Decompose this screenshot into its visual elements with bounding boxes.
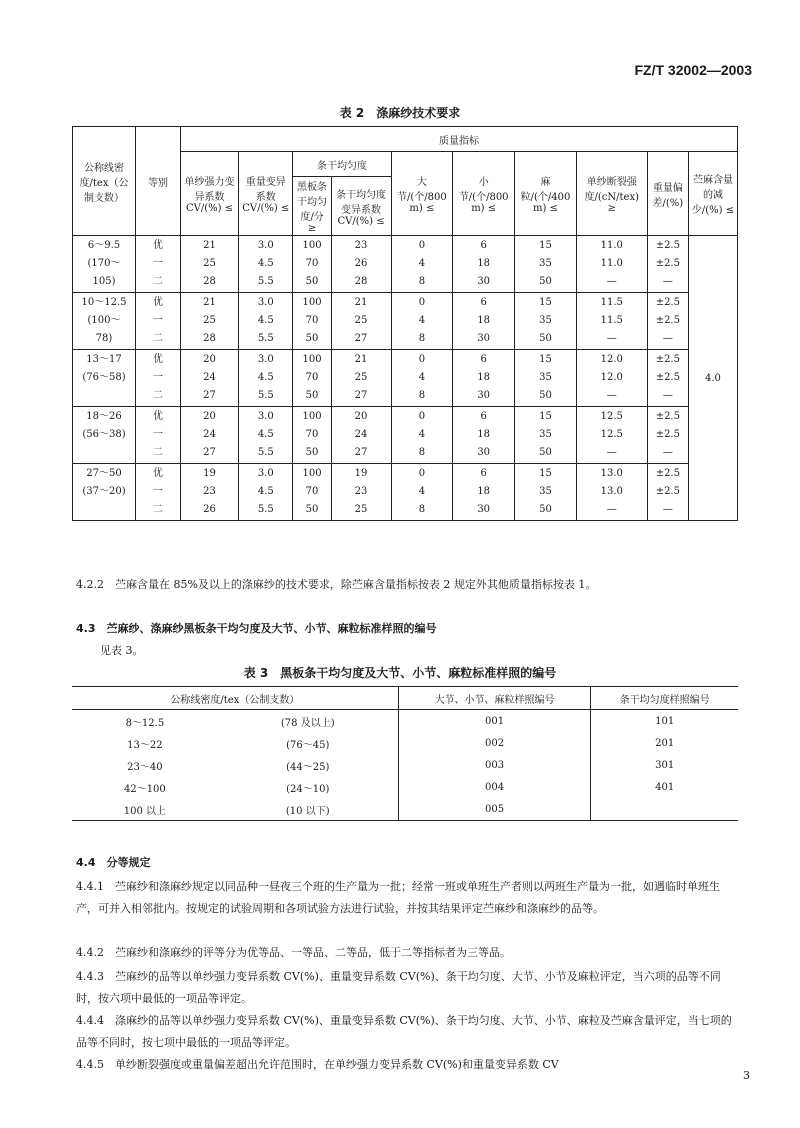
t3-cell-even: 401 [591, 776, 738, 798]
t2-value: 24 [354, 429, 368, 440]
t2-value: 35 [539, 315, 552, 326]
t2-value: 70 [305, 429, 319, 440]
t3-cell-even: 301 [591, 754, 738, 776]
t2-value: 26 [203, 504, 216, 515]
t3-cell-even [591, 798, 738, 821]
t2-value: 优 [153, 297, 163, 308]
para-4-4-4: 4.4.4 涤麻纱的品等以单纱强力变异系数 CV(%)、重量变异系数 CV(%)、条干均匀度、大节、小节、麻粒及苎麻含量评定，当七项的品等不同时，按七项中最低的一项品等评定。 [76, 1014, 732, 1049]
t2-value: 100 [302, 240, 322, 251]
t2-value: 12.5 [600, 411, 623, 422]
t2-cell-cv-weight [239, 350, 293, 407]
t2-value: 100 [302, 354, 322, 365]
t2-value: 5.5 [257, 504, 274, 515]
t2-value: 25 [203, 258, 216, 269]
t2-cell-small [453, 236, 515, 293]
t2-value: ±2.5 [655, 240, 680, 251]
t2-value: 18 [477, 258, 491, 269]
t2-value: 12.0 [600, 372, 623, 383]
t2-cell-cv-weight [239, 293, 293, 350]
t2-spec-line: 27～50 [86, 468, 122, 479]
t3-row [72, 732, 738, 754]
t2-value: 28 [354, 276, 368, 287]
t2-value: 二 [153, 447, 163, 458]
t2-value: 70 [305, 258, 319, 269]
t2-value: — [662, 333, 673, 344]
t2-head-neps: 麻粒/(个/400 m) ≤ [515, 152, 577, 236]
t2-cell-weight-dev [647, 293, 688, 350]
t2-value: 8 [418, 333, 426, 344]
t2-cell-board [293, 464, 331, 521]
t2-value: — [606, 504, 617, 515]
t2-value: 70 [305, 372, 319, 383]
t2-value: — [606, 390, 617, 401]
t2-cell-big [391, 464, 453, 521]
t2-value: — [662, 276, 673, 287]
t2-value: 30 [477, 333, 491, 344]
t2-spec [73, 464, 136, 521]
t2-value: 26 [354, 258, 368, 269]
t2-value: 100 [302, 411, 322, 422]
t2-value: 70 [305, 315, 319, 326]
t2-value: 27 [354, 390, 368, 401]
t2-value: 18 [477, 372, 491, 383]
t2-value: 50 [305, 390, 319, 401]
t2-cell-board [293, 293, 331, 350]
t2-value: 24 [203, 372, 216, 383]
t2-value: 0 [418, 297, 426, 308]
t3-row [72, 754, 738, 776]
t2-value: 优 [153, 354, 163, 365]
t2-value: ±2.5 [655, 372, 680, 383]
t2-value: ±2.5 [655, 354, 680, 365]
t2-value: 0 [418, 411, 426, 422]
t2-value: — [662, 390, 673, 401]
t2-value: 0 [418, 468, 426, 479]
t2-value: 3.0 [257, 297, 274, 308]
t2-value: 50 [539, 276, 552, 287]
t2-value: 50 [539, 447, 552, 458]
t2-value: 21 [203, 240, 216, 251]
t2-cell-cv-even [331, 293, 391, 350]
t2-value: 100 [302, 468, 322, 479]
t2-cell-tenacity [576, 236, 647, 293]
t2-value: ±2.5 [655, 258, 680, 269]
t2-row [73, 464, 738, 521]
t2-value: 23 [203, 486, 216, 497]
t2-value: 4.5 [257, 429, 274, 440]
t2-value: 28 [203, 333, 216, 344]
t2-cell-weight-dev [647, 464, 688, 521]
t2-value: 25 [354, 315, 368, 326]
t2-value: 二 [153, 276, 163, 287]
t2-value: 二 [153, 504, 163, 515]
t2-cell-cv-strength [181, 407, 239, 464]
t2-spec-line: 78) [95, 333, 113, 344]
t2-cell-cv-even [331, 407, 391, 464]
t3-cell-photo: 002 [398, 732, 591, 754]
t3-cell-photo: 004 [398, 776, 591, 798]
t2-value: 25 [354, 372, 368, 383]
t2-value: 一 [153, 315, 163, 326]
t2-head-weight-dev: 重量偏差/(%) [647, 152, 688, 236]
t2-cell-cv-weight [239, 236, 293, 293]
t2-value: 8 [418, 447, 426, 458]
t3-row [72, 798, 738, 821]
t2-cell-weight-dev [647, 350, 688, 407]
t2-cell-big [391, 350, 453, 407]
t2-value: 5.5 [257, 276, 274, 287]
t2-value: 4 [418, 486, 426, 497]
t2-value: 50 [539, 504, 552, 515]
t2-cell-grades [136, 350, 181, 407]
t2-cell-neps [515, 350, 577, 407]
t2-value: 19 [203, 468, 216, 479]
t2-value: 15 [539, 297, 552, 308]
t2-value: 3.0 [257, 468, 274, 479]
t2-head-tenacity: 单纱断裂强度/(cN/tex) ≥ [576, 152, 647, 236]
t2-spec-line: (56～38) [82, 429, 126, 440]
t2-value: 20 [203, 411, 216, 422]
t2-value: 4.5 [257, 315, 274, 326]
t2-cell-grades [136, 293, 181, 350]
t3-cell-photo: 005 [398, 798, 591, 821]
t2-value: 3.0 [257, 411, 274, 422]
t2-cell-neps [515, 464, 577, 521]
t2-value: 4.5 [257, 372, 274, 383]
t2-value: 15 [539, 354, 552, 365]
t2-value: 6 [480, 240, 487, 251]
t2-value: 25 [354, 504, 368, 515]
t2-cell-weight-dev [647, 407, 688, 464]
t2-value: 50 [539, 390, 552, 401]
t2-cell-small [453, 407, 515, 464]
t2-cell-cv-even [331, 350, 391, 407]
t3-row [72, 710, 738, 733]
t2-cell-cv-strength [181, 293, 239, 350]
t2-value: 4 [418, 315, 426, 326]
t2-cell-cv-weight [239, 407, 293, 464]
t2-cell-weight-dev [647, 236, 688, 293]
t2-value: 21 [354, 354, 368, 365]
t2-value: ±2.5 [655, 486, 680, 497]
t2-spec-line: 18～26 [86, 411, 122, 422]
t2-value: 50 [305, 276, 319, 287]
para-4-4-3: 4.4.3 苎麻纱的品等以单纱强力变异系数 CV(%)、重量变异系数 CV(%)、条干均匀度、大节、小节及麻粒评定，当六项的品等不同时，按六项中最低的一项品等评定。 [76, 970, 721, 1005]
t2-value: 11.5 [600, 315, 623, 326]
t2-head-evenness: 条干均匀度 [293, 152, 391, 177]
t2-cell-board [293, 350, 331, 407]
t2-cell-cv-strength [181, 350, 239, 407]
t2-cell-board [293, 236, 331, 293]
t2-row [73, 236, 738, 293]
t2-cell-board [293, 407, 331, 464]
t2-value: 15 [539, 240, 552, 251]
t2-value: 11.0 [600, 240, 623, 251]
t2-value: 一 [153, 486, 163, 497]
t2-value: 12.0 [600, 354, 623, 365]
table3 [72, 686, 738, 821]
t2-value: 4.5 [257, 486, 274, 497]
t2-value: 8 [418, 504, 426, 515]
t2-value: 27 [203, 447, 216, 458]
t2-value: 3.0 [257, 354, 274, 365]
t2-cell-cv-strength [181, 236, 239, 293]
heading-4-3: 4.3 苎麻纱、涤麻纱黑板条干均匀度及大节、小节、麻粒标准样照的编号 [76, 622, 437, 635]
t2-head-cv-even: 条干均匀度变异系数 CV/(%) ≤ [331, 177, 391, 236]
t2-value: 12.5 [600, 429, 623, 440]
t2-head-big: 大节/(个/800 m) ≤ [391, 152, 453, 236]
t2-value: 35 [539, 372, 552, 383]
heading-4-4: 4.4 分等规定 [76, 856, 151, 869]
t2-spec-line: 105) [92, 276, 116, 287]
t2-cell-grades [136, 236, 181, 293]
t2-cell-cv-even [331, 236, 391, 293]
t2-row [73, 407, 738, 464]
t2-spec-line: 6～9.5 [87, 240, 121, 251]
t2-value: 35 [539, 258, 552, 269]
t2-cell-big [391, 407, 453, 464]
t2-cell-neps [515, 236, 577, 293]
t3-cell-tex: 13～22 [127, 739, 163, 751]
t3-cell-count: (78 及以上) [280, 717, 335, 729]
t2-cell-cv-strength [181, 464, 239, 521]
t2-spec-line: 10～12.5 [81, 297, 127, 308]
t2-value: 25 [203, 315, 216, 326]
t2-value: 27 [354, 447, 368, 458]
t2-value: 5.5 [257, 447, 274, 458]
para-4-4-1: 4.4.1 苎麻纱和涤麻纱规定以同品种一昼夜三个班的生产量为一批；经常一班或单班生产者则以两班生产量为一批，如遇临时单班生产，可并入相邻批内。按规定的试验周期和各项试验方法进行试验，并按其结果评定苎麻纱和涤麻纱的品等。 [76, 880, 720, 915]
t2-value: 15 [539, 468, 552, 479]
t2-value: 50 [305, 504, 319, 515]
t2-value: 50 [305, 447, 319, 458]
standard-number: FZ/T 32002—2003 [634, 62, 752, 78]
t3-cell-tex: 100 以上 [123, 805, 167, 817]
t2-value: 23 [354, 240, 368, 251]
t2-value: 50 [305, 333, 319, 344]
t2-cell-cv-weight [239, 464, 293, 521]
t2-cell-tenacity [576, 464, 647, 521]
t3-head-spec: 公称线密度/tex（公制支数） [170, 694, 300, 706]
t2-value: 0 [418, 240, 426, 251]
t2-head-cv-strength: 单纱强力变异系数 CV/(%) ≤ [181, 152, 239, 236]
t3-cell-photo: 003 [398, 754, 591, 776]
t2-cell-neps [515, 407, 577, 464]
t2-value: 21 [354, 297, 368, 308]
t2-value: — [662, 447, 673, 458]
t2-row [73, 293, 738, 350]
t2-value: 一 [153, 429, 163, 440]
t2-value: 21 [203, 297, 216, 308]
t2-value: 20 [354, 411, 368, 422]
t2-cell-grades [136, 464, 181, 521]
t2-value: — [606, 276, 617, 287]
para-4-3: 见表 3。 [100, 644, 144, 657]
t2-value: 优 [153, 240, 163, 251]
t2-value: ±2.5 [655, 429, 680, 440]
t2-value: 4 [418, 258, 426, 269]
t2-value: 优 [153, 411, 163, 422]
t2-value: 23 [354, 486, 368, 497]
t2-cell-neps [515, 293, 577, 350]
t2-value: 35 [539, 429, 552, 440]
t3-cell-tex: 8～12.5 [125, 717, 165, 729]
t2-value: 11.0 [600, 258, 623, 269]
t2-value: 100 [302, 297, 322, 308]
t3-cell-count: (24～10) [286, 783, 330, 795]
t2-spec-line: (37～20) [82, 486, 126, 497]
t2-value: ±2.5 [655, 297, 680, 308]
t2-value: 13.0 [600, 468, 623, 479]
t2-head-cv-weight: 重量变异系数 CV/(%) ≤ [239, 152, 293, 236]
t2-value: 一 [153, 372, 163, 383]
t2-value: 18 [477, 315, 491, 326]
para-4-2-2: 4.2.2 苎麻含量在 85%及以上的涤麻纱的技术要求，除苎麻含量指标按表 2 规定外其他质量指标按表 1。 [76, 578, 597, 591]
t2-head-small: 小节/(个/800 m) ≤ [453, 152, 515, 236]
t2-value: 19 [354, 468, 368, 479]
t3-cell-count: (10 以下) [285, 805, 330, 817]
t3-head-even: 条干均匀度样照编号 [591, 687, 738, 710]
t2-value: 28 [203, 276, 216, 287]
t2-value: 70 [305, 486, 319, 497]
t3-cell-tex: 42～100 [123, 783, 166, 795]
t2-cell-tenacity [576, 293, 647, 350]
t2-ramie-value: 4.0 [688, 236, 737, 521]
t2-value: 5.5 [257, 390, 274, 401]
t2-value: 8 [418, 276, 426, 287]
t2-head-grade: 等别 [136, 127, 181, 236]
t2-value: 30 [477, 390, 491, 401]
t2-value: 6 [480, 411, 487, 422]
t2-spec [73, 293, 136, 350]
t2-value: 4 [418, 429, 426, 440]
t2-value: 一 [153, 258, 163, 269]
t2-spec-line: 13～17 [86, 354, 122, 365]
t2-head-ramie: 苎麻含量的减少/(%) ≤ [688, 152, 737, 236]
t2-value: ±2.5 [655, 411, 680, 422]
table3-caption: 表 3 黑板条干均匀度及大节、小节、麻粒标准样照的编号 [243, 666, 557, 680]
t3-cell-count: (76～45) [286, 739, 330, 751]
t2-value: 27 [203, 390, 216, 401]
t2-value: 优 [153, 468, 163, 479]
t2-spec [73, 236, 136, 293]
table2-caption: 表 2 涤麻纱技术要求 [339, 106, 461, 120]
t2-spec [73, 350, 136, 407]
t3-cell-photo: 001 [398, 710, 591, 733]
t2-row [73, 350, 738, 407]
t2-cell-small [453, 293, 515, 350]
t2-cell-cv-even [331, 464, 391, 521]
t2-spec-line: (76～58) [82, 372, 126, 383]
t2-value: 二 [153, 390, 163, 401]
t3-row [72, 776, 738, 798]
t2-cell-tenacity [576, 350, 647, 407]
t2-value: 18 [477, 486, 491, 497]
t2-value: 35 [539, 486, 552, 497]
t2-value: — [662, 504, 673, 515]
t2-value: — [606, 447, 617, 458]
t2-value: 6 [480, 297, 487, 308]
t2-value: 18 [477, 429, 491, 440]
t2-cell-tenacity [576, 407, 647, 464]
t2-value: 6 [480, 468, 487, 479]
t2-value: 4.5 [257, 258, 274, 269]
t2-value: 5.5 [257, 333, 274, 344]
t3-cell-count: (44～25) [286, 761, 330, 773]
t2-head-board: 黑板条干均匀度/分 ≥ [293, 177, 331, 236]
t2-value: 6 [480, 354, 487, 365]
t2-value: 27 [354, 333, 368, 344]
t2-value: 13.0 [600, 486, 623, 497]
t2-value: 3.0 [257, 240, 274, 251]
t2-spec [73, 407, 136, 464]
t2-value: 8 [418, 390, 426, 401]
t2-cell-small [453, 350, 515, 407]
t2-value: 15 [539, 411, 552, 422]
t3-cell-even: 201 [591, 732, 738, 754]
t2-cell-small [453, 464, 515, 521]
t3-cell-tex: 23～40 [127, 761, 163, 773]
t3-head-photo: 大节、小节、麻粒样照编号 [398, 687, 591, 710]
t2-spec-line: (170～ [87, 258, 121, 269]
t2-cell-grades [136, 407, 181, 464]
t2-spec-line: (100～ [87, 315, 121, 326]
t2-value: 50 [539, 333, 552, 344]
page-number: 3 [743, 1069, 750, 1082]
t2-value: 30 [477, 276, 491, 287]
para-4-4-2: 4.4.2 苎麻纱和涤麻纱的评等分为优等品、一等品、二等品，低于二等指标者为三等品。 [76, 946, 511, 959]
t2-value: 20 [203, 354, 216, 365]
para-4-4-5: 4.4.5 单纱断裂强度或重量偏差超出允许范围时，在单纱强力变异系数 CV(%)和重量变异系数 CV [76, 1058, 559, 1071]
t2-value: ±2.5 [655, 315, 680, 326]
t2-value: 4 [418, 372, 426, 383]
t2-value: 24 [203, 429, 216, 440]
t2-cell-big [391, 236, 453, 293]
t2-value: 11.5 [600, 297, 623, 308]
t3-cell-even: 101 [591, 710, 738, 733]
t2-value: 30 [477, 504, 491, 515]
t2-value: ±2.5 [655, 468, 680, 479]
t2-value: 30 [477, 447, 491, 458]
t2-value: 0 [418, 354, 426, 365]
t2-cell-big [391, 293, 453, 350]
t2-head-quality: 质量指标 [181, 127, 738, 152]
t2-head-spec: 公称线密度/tex（公制支数） [73, 127, 136, 236]
table2 [72, 126, 738, 521]
t2-value: 二 [153, 333, 163, 344]
t2-value: — [606, 333, 617, 344]
